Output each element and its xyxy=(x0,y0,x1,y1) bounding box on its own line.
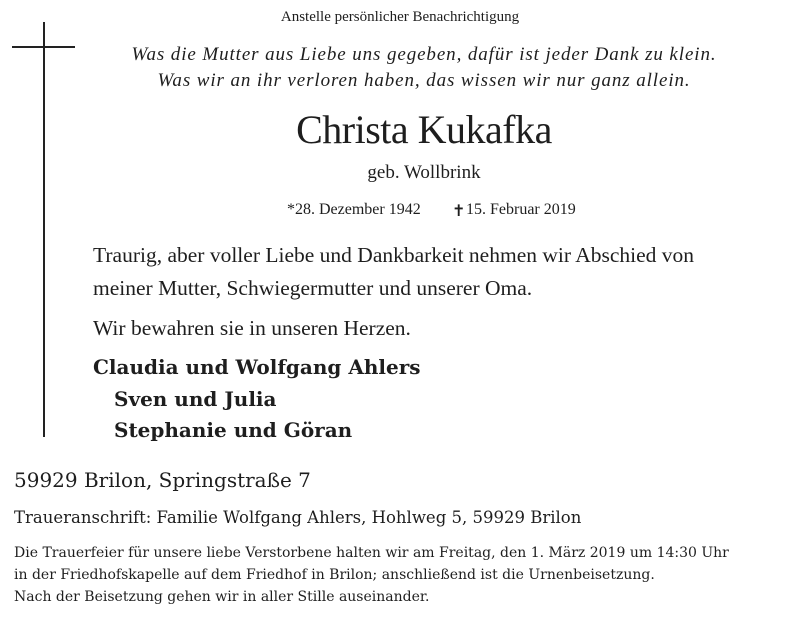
mourner-line-2: Sven und Julia xyxy=(114,387,277,411)
message-line-2: meiner Mutter, Schwiegermutter und unserer Oma. xyxy=(93,276,533,300)
mourner-line-3: Stephanie und Göran xyxy=(114,418,353,442)
mourner-line-1: Claudia und Wolfgang Ahlers xyxy=(93,355,421,379)
funeral-line-3: Nach der Beisetzung gehen wir in aller Stille auseinander. xyxy=(14,589,430,605)
death-date: 15. Februar 2019 xyxy=(466,201,576,218)
death-symbol-icon: ✝ xyxy=(452,203,466,220)
birth-date: *28. Dezember 1942 xyxy=(287,201,421,218)
mourning-address: Traueranschrift: Familie Wolfgang Ahlers, Hohlweg 5, 59929 Brilon xyxy=(14,508,582,527)
funeral-line-1: Die Trauerfeier für unsere liebe Verstorbene halten wir am Freitag, den 1. März 2019 um 14:30 Uhr xyxy=(14,545,729,561)
location-address: 59929 Brilon, Springstraße 7 xyxy=(14,468,311,492)
notice-text: Anstelle persönlicher Benachrichtigung xyxy=(280,9,520,25)
message-line-3: Wir bewahren sie in unseren Herzen. xyxy=(93,316,411,340)
verse-line-2: Was wir an ihr verloren haben, das wissen wir nur ganz allein. xyxy=(157,70,691,91)
deceased-name: Christa Kukafka xyxy=(296,107,552,152)
message-line-1: Traurig, aber voller Liebe und Dankbarkeit nehmen wir Abschied von xyxy=(93,243,695,267)
funeral-line-2: in der Friedhofskapelle auf dem Friedhof in Brilon; anschließend ist die Urnenbeisetzung. xyxy=(14,567,655,583)
verse-line-1: Was die Mutter aus Liebe uns gegeben, dafür ist jeder Dank zu klein. xyxy=(131,44,717,65)
birth-name: geb. Wollbrink xyxy=(367,162,481,183)
